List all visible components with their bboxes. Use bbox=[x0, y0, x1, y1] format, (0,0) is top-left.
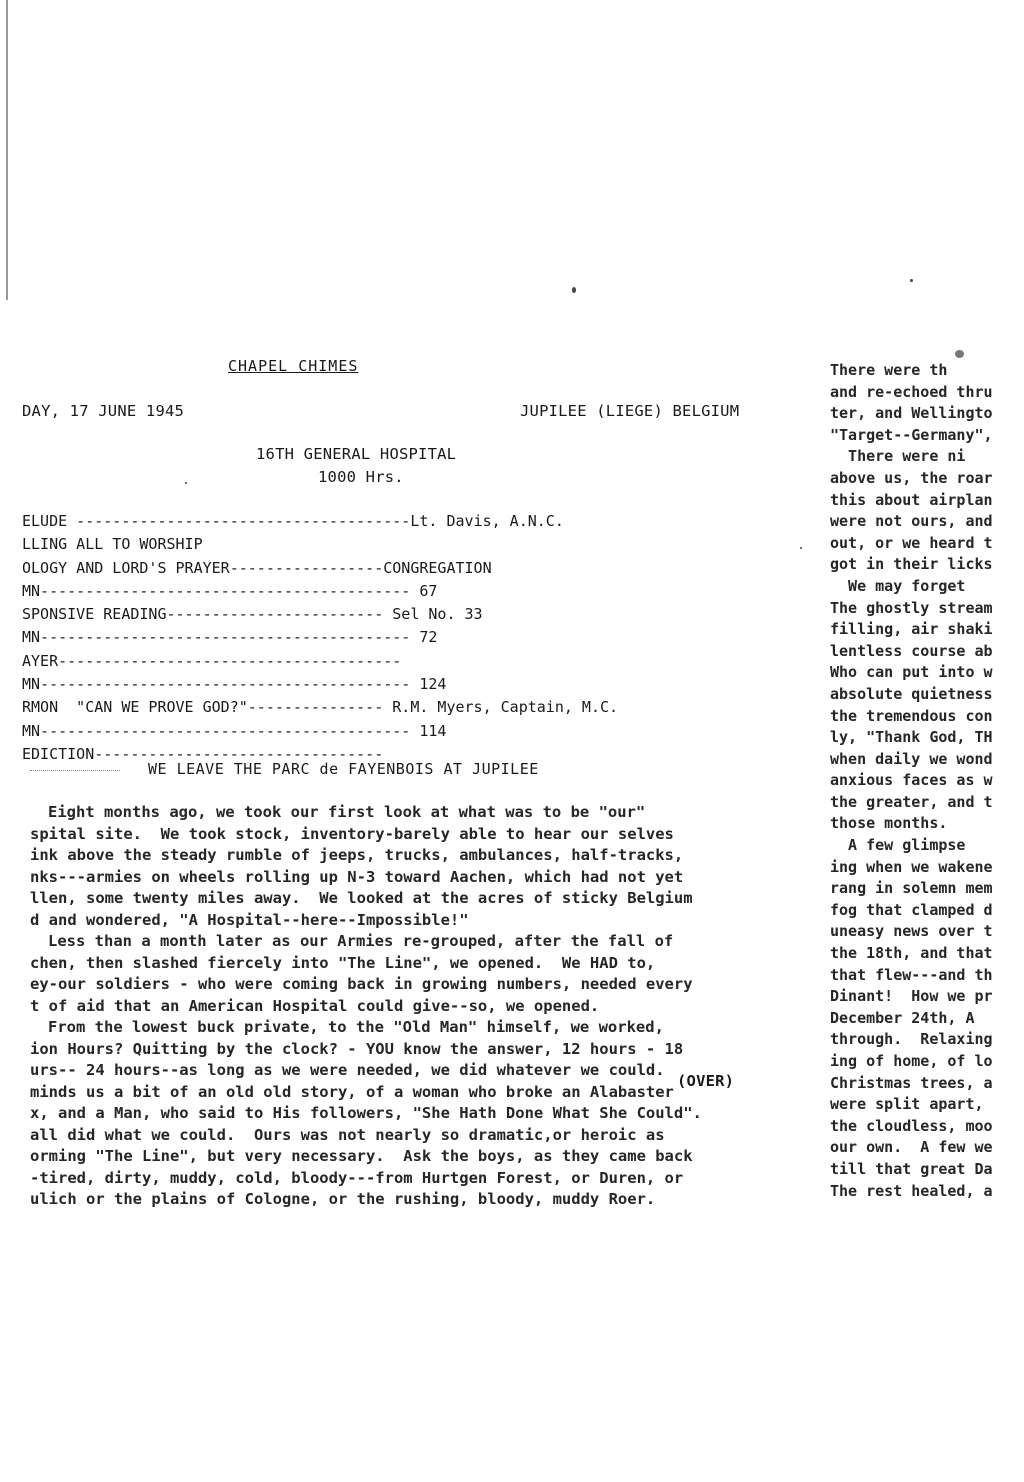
page-title: CHAPEL CHIMES bbox=[228, 357, 359, 375]
service-date: DAY, 17 JUNE 1945 bbox=[22, 402, 185, 420]
ink-speck bbox=[800, 547, 802, 549]
column-line: rang in solemn mem bbox=[830, 879, 993, 898]
article-line: ink above the steady rumble of jeeps, trucks, ambulances, half-tracks, bbox=[30, 846, 684, 864]
column-line: December 24th, A bbox=[830, 1008, 975, 1027]
next-page-column bbox=[830, 360, 1024, 1202]
column-line: The ghostly stream bbox=[830, 598, 993, 617]
order-of-service bbox=[22, 510, 618, 766]
article-line: Eight months ago, we took our first look at what was to be "our" bbox=[48, 803, 646, 821]
service-item: LLING ALL TO WORSHIP bbox=[22, 535, 203, 554]
column-line: those months. bbox=[830, 814, 948, 833]
column-line: that flew---and th bbox=[830, 965, 993, 984]
ink-speck bbox=[955, 350, 964, 358]
column-line: ly, "Thank God, TH bbox=[830, 728, 993, 747]
column-line: anxious faces as w bbox=[830, 771, 993, 790]
column-line: till that great Da bbox=[830, 1159, 993, 1178]
column-line: the tremendous con bbox=[830, 706, 993, 725]
column-line: Who can put into w bbox=[830, 663, 993, 682]
column-line: our own. A few we bbox=[830, 1138, 993, 1157]
page-edge-line bbox=[6, 0, 8, 300]
column-line: There were ni bbox=[830, 447, 966, 466]
article-line: ulich or the plains of Cologne, or the rushing, bloody, muddy Roer. bbox=[30, 1190, 656, 1208]
article-line: all did what we could. Ours was not nearly so dramatic,or heroic as bbox=[30, 1125, 665, 1144]
service-item: MN----------------------------------------- 67 bbox=[22, 581, 438, 600]
column-line: We may forget bbox=[830, 576, 966, 595]
column-line: Dinant! How we pr bbox=[830, 987, 993, 1006]
organization-name: 16TH GENERAL HOSPITAL bbox=[256, 445, 457, 463]
column-line: were not ours, and bbox=[830, 512, 993, 531]
article-line: -tired, dirty, muddy, cold, bloody---from Hurtgen Forest, or Duren, or bbox=[30, 1168, 684, 1187]
service-time: 1000 Hrs. bbox=[318, 468, 404, 486]
column-line: were split apart, bbox=[830, 1095, 984, 1114]
column-line: A few glimpse bbox=[830, 836, 966, 855]
column-line: the cloudless, moo bbox=[830, 1116, 993, 1135]
article-line: ey-our soldiers - who were coming back in growing numbers, needed every bbox=[30, 975, 693, 993]
article-line: From the lowest buck private, to the "Old Man" himself, we worked, bbox=[48, 1018, 664, 1036]
column-line: and re-echoed thru bbox=[830, 382, 993, 401]
service-item: OLOGY AND LORD'S PRAYER-----------------CONGREGATION bbox=[22, 558, 492, 577]
column-line: fog that clamped d bbox=[830, 900, 993, 919]
service-location: JUPILEE (LIEGE) BELGIUM bbox=[520, 402, 740, 420]
service-item: ELUDE -------------------------------------Lt. Davis, A.N.C. bbox=[22, 512, 564, 530]
column-line: The rest healed, a bbox=[830, 1181, 993, 1200]
column-line: the 18th, and that bbox=[830, 944, 993, 963]
article-line: d and wondered, "A Hospital--here--Impossible!" bbox=[30, 910, 469, 929]
column-line: lentless course ab bbox=[830, 641, 993, 660]
column-line: this about airplan bbox=[830, 490, 993, 509]
column-line: "Target--Germany", bbox=[830, 425, 993, 444]
column-line: through. Relaxing bbox=[830, 1030, 993, 1049]
article-line: spital site. We took stock, inventory-barely able to hear our selves bbox=[30, 824, 674, 843]
ink-speck bbox=[185, 482, 187, 484]
article-line: chen, then slashed fiercely into "The Line", we opened. We HAD to, bbox=[30, 953, 656, 972]
service-item: MN----------------------------------------- 114 bbox=[22, 721, 447, 740]
article-line: urs-- 24 hours--as long as we were needed, we did whatever we could. bbox=[30, 1061, 665, 1079]
column-line: above us, the roar bbox=[830, 468, 993, 487]
article-line: orming "The Line", but very necessary. Ask the boys, as they came back bbox=[30, 1147, 693, 1165]
article-line: ion Hours? Quitting by the clock? - YOU know the answer, 12 hours - 18 bbox=[30, 1039, 684, 1058]
article-line: nks---armies on wheels rolling up N-3 toward Aachen, which had not yet bbox=[30, 867, 684, 886]
column-line: ing when we wakene bbox=[830, 857, 993, 876]
ink-speck bbox=[910, 279, 913, 282]
column-line: absolute quietness bbox=[830, 684, 993, 703]
article-line: minds us a bit of an old old story, of a woman who broke an Alabaster bbox=[30, 1082, 674, 1101]
service-item: RMON "CAN WE PROVE GOD?"--------------- R.M. Myers, Captain, M.C. bbox=[22, 698, 619, 717]
divider-rule bbox=[30, 770, 120, 771]
column-line: uneasy news over t bbox=[830, 922, 993, 941]
article-body bbox=[30, 802, 702, 1211]
column-line: There were th bbox=[830, 361, 948, 379]
column-line: ing of home, of lo bbox=[830, 1052, 993, 1070]
column-line: got in their licks bbox=[830, 555, 993, 574]
article-line: Less than a month later as our Armies re-grouped, after the fall of bbox=[48, 932, 674, 950]
service-item: MN----------------------------------------- 72 bbox=[22, 628, 438, 647]
article-line: t of aid that an American Hospital could give--so, we opened. bbox=[30, 996, 600, 1015]
column-line: filling, air shaki bbox=[830, 620, 993, 639]
article-line: x, and a Man, who said to His followers, "She Hath Done What She Could". bbox=[30, 1104, 702, 1122]
service-item: SPONSIVE READING------------------------ Sel No. 33 bbox=[22, 605, 483, 624]
column-line: ter, and Wellingto bbox=[830, 404, 993, 423]
column-line: the greater, and t bbox=[830, 792, 993, 811]
over-note: (OVER) bbox=[677, 1072, 735, 1090]
ink-speck bbox=[572, 287, 576, 293]
column-line: out, or we heard t bbox=[830, 533, 993, 552]
service-item: MN----------------------------------------- 124 bbox=[22, 675, 447, 694]
service-item: EDICTION-------------------------------- bbox=[22, 744, 384, 763]
service-item: AYER-------------------------------------- bbox=[22, 651, 402, 670]
column-line: when daily we wond bbox=[830, 749, 993, 768]
article-line: llen, some twenty miles away. We looked at the acres of sticky Belgium bbox=[30, 889, 693, 907]
column-line: Christmas trees, a bbox=[830, 1073, 993, 1092]
article-heading: WE LEAVE THE PARC de FAYENBOIS AT JUPILEE bbox=[148, 760, 539, 778]
